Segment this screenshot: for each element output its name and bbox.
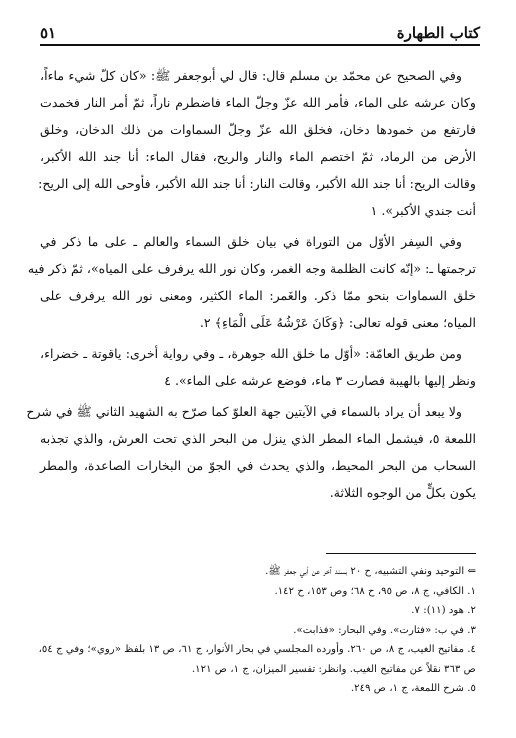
page-number: ٥١	[40, 24, 57, 42]
paragraph-line: ولا يبعد أن يراد بالسماء في الآيتين جهة العلوّ كما صرّح به الشهيد الثاني ﷺ في شرح	[26, 404, 462, 419]
paragraph-line: وقالت الريح: أنا جند الله الأكبر، وقالت النار: أنا جند الله الأكبر، فأوحى الله إلى الريح:	[38, 176, 476, 191]
paragraph-line: وفي الصحيح عن محمّد بن مسلم قال: قال لي أبوجعفر ﷺ: «كان كلّ شيء ماءاً،	[40, 68, 463, 83]
paragraph-line: فارتفع من خمودها دخان، فخلق الله عزّ وجلّ السماوات من ذلك الدخان، وخلق	[40, 122, 476, 137]
paragraph-line: ومن طريق العامّة: «أوّل ما خلق الله جوهرة، ـ وفي رواية أخرى: ياقوتة ـ خضراء،	[40, 346, 462, 361]
footnotes	[40, 562, 476, 699]
main-text	[26, 62, 476, 506]
paragraph-line: خلق السماوات بنحو ممّا ذكر. والغَمر: الماء الكثير، ومعنى نور الله يرفرف على	[40, 288, 476, 303]
header-rule	[40, 44, 480, 46]
paragraph-line: الأرض من الرماد، ثمّ اختصم الماء والنار والريح، فقال الماء: أنا جند الله الأكبر،	[40, 149, 476, 164]
paragraph-line: اللمعة ٥، فيشمل الماء المطر الذي ينزل من البحر الذي تحت العرش، والذي تجذبه	[40, 431, 476, 446]
footnote: ٣. في ب: «فثارت». وفي البحار: «فذابت».	[293, 624, 476, 636]
footnote-separator	[326, 553, 476, 554]
footnote: ٥. شرح اللمعة، ج ١، ص ٢٤٩.	[350, 683, 476, 694]
footnote: ص ٣٦٣ نقلاً عن مفاتيح الغيب. وانظر: تفسير الميزان، ج ١، ص ١٢١.	[191, 663, 476, 675]
paragraph-line: السحاب من البحر المحيط، والذي يحدث في الجوّ من البخارات الصاعدة، والمطر	[40, 458, 476, 473]
footnote: ٢. هود (١١): ٧.	[411, 605, 476, 616]
paragraph-line: أنت جندي الأكبر». ١	[370, 203, 476, 218]
footnote: ⇐ التوحيد ونفي التشبيه، ح ٢٠ بسند آخر عن أبي جعفر ﷺ.	[265, 566, 476, 577]
paragraph-line: يكون بكلٍّ من الوجوه الثلاثة.	[329, 485, 476, 500]
paragraph-line: المياه؛ معنى قوله تعالى: ﴿وَكَانَ عَرْشُهُ عَلَى الْمَاءِ﴾ ٢.	[199, 315, 476, 330]
running-title: كتاب الطهارة	[396, 24, 480, 42]
paragraph-line: ونظر إليها بالهيبة فصارت ٣ ماء، فوضع عرشه على الماء». ٤	[164, 373, 476, 388]
paragraph-line: وفي السِفر الأوّل من التوراة في بيان خلق السماء والعالم ـ على ما ذكر في	[40, 234, 462, 249]
paragraph-line: وكان عرشه على الماء، فأمر الله عزّ وجلّ الماء فاضطرم ناراً، ثمّ أمر النار فخمدت	[40, 95, 476, 110]
footnote: ٤. مفاتيح الغيب، ج ٨، ص ٢٦٠. وأورده المجلسي في بحار الأنوار، ج ٦١، ص ١٣ بلفظ «روي»؛ وفي ج ٥٤،	[38, 644, 476, 655]
footnote: ١. الكافي، ج ٨، ص ٩٥، ح ٦٨؛ وص ١٥٣، ح ١٤٢.	[274, 585, 476, 597]
paragraph-line: ترجمتها ـ: «إنّه كانت الظلمة وجه الغمر، وكان نور الله يرفرف على المياه»، ثمّ ذكر فيه	[27, 261, 476, 276]
page-header	[40, 20, 480, 46]
